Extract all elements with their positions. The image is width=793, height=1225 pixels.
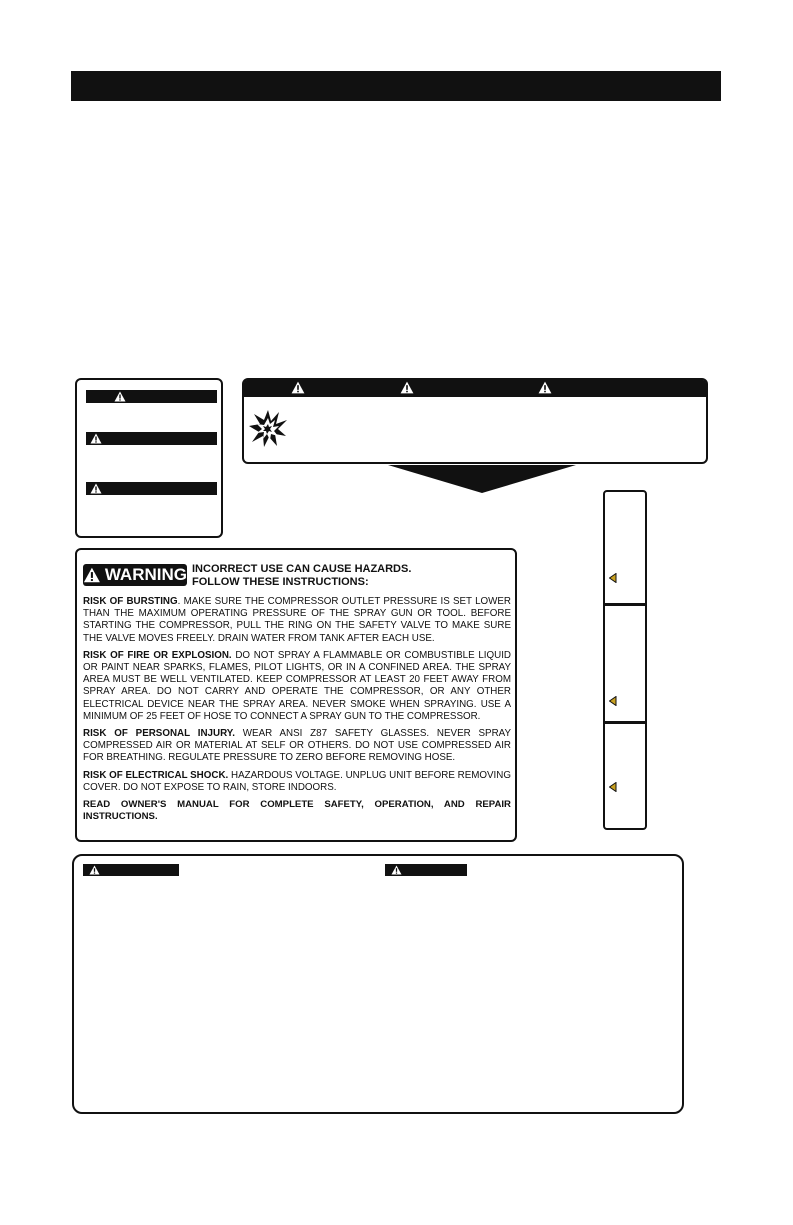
tag-divider [605, 603, 645, 606]
section-header-bar [71, 71, 721, 101]
caution-signal-bar [86, 482, 217, 495]
warning-section-shock [83, 770, 511, 794]
pointer-triangle-icon [609, 782, 617, 792]
warning-footer: READ OWNER'S MANUAL FOR COMPLETE SAFETY, OPERATION, AND REPAIR INSTRUCTIONS. [83, 799, 511, 823]
warning-section-injury [83, 728, 511, 765]
warning-signal-bar [86, 432, 217, 445]
warning-triangle-icon [89, 865, 100, 875]
pointer-triangle-icon [609, 696, 617, 706]
warning-section-heading: RISK OF FIRE OR EXPLOSION. [83, 649, 232, 661]
explosion-hazard-header [244, 380, 706, 397]
warning-triangle-icon [538, 381, 552, 394]
warning-triangle-icon [90, 433, 102, 444]
warning-badge [83, 564, 187, 586]
warning-section-heading: RISK OF PERSONAL INJURY. [83, 728, 235, 740]
warning-title-line-2: FOLLOW THESE INSTRUCTIONS: [192, 575, 369, 588]
warning-section-bursting [83, 596, 511, 645]
warning-body [83, 596, 511, 828]
pointer-triangle-icon [609, 573, 617, 583]
explosion-hazard-box [242, 378, 708, 464]
warning-triangle-icon [83, 567, 101, 583]
warning-section-heading: RISK OF ELECTRICAL SHOCK. [83, 769, 229, 781]
right-signal-bar [385, 864, 467, 876]
tag-divider [605, 721, 645, 724]
explosion-icon [248, 408, 288, 448]
warning-triangle-icon [114, 391, 126, 402]
warning-section-text: . MAKE SURE THE COMPRESSOR OUTLET PRESSURE IS SET LOWER THAN THE MAXIMUM OPERATING PRESSURE OF THE SPRAY GUN OR TOOL. BEFORE STARTING THE COMPRESSOR, PULL THE RING ON THE SAFETY VALVE TO MAKE SURE THE VALVE MOVES FREELY. DRAIN WATER FROM TANK AFTER EACH USE. [83, 596, 511, 644]
signal-word-labels [75, 378, 223, 538]
danger-signal-bar [86, 390, 217, 403]
warning-section-text: HAZARDOUS VOLTAGE. UNPLUG UNIT BEFORE REMOVING COVER. DO NOT EXPOSE TO RAIN, STORE INDOORS. [83, 769, 511, 793]
warning-triangle-icon [391, 865, 402, 875]
warning-triangle-icon [90, 483, 102, 494]
arrow-down-icon [388, 465, 576, 493]
warning-label-panel [75, 548, 517, 842]
warning-title-line-1: INCORRECT USE CAN CAUSE HAZARDS. [192, 563, 412, 575]
warning-section-fire [83, 650, 511, 723]
warning-section-text: DO NOT SPRAY A FLAMMABLE OR COMBUSTIBLE LIQUID OR PAINT NEAR SPARKS, FLAMES, PILOT LIGHTS, OR IN A CONFINED AREA. THE SPRAY AREA MUST BE WELL VENTILATED. KEEP COMPRESSOR AT LEAST 20 FEET AWAY FROM SPRAY AREA. DO NOT CARRY AND OPERATE THE COMPRESSOR, OR ANY OTHER ELECTRICAL DEVICE NEAR THE SPRAY AREA. NEVER SMOKE WHEN SPRAYING. USE A MINIMUM OF 25 FEET OF HOSE TO CONNECT A SPRAY GUN TO THE COMPRESSOR. [83, 649, 511, 722]
warning-section-heading: RISK OF BURSTING [83, 596, 178, 607]
hang-tag [603, 490, 647, 830]
left-signal-bar [83, 864, 179, 876]
warning-title [192, 563, 411, 588]
warning-triangle-icon [291, 381, 305, 394]
warning-badge-text: WARNING [104, 565, 187, 584]
warning-section-text: WEAR ANSI Z87 SAFETY GLASSES. NEVER SPRAY COMPRESSED AIR OR MATERIAL AT SELF OR OTHERS. DO NOT USE COMPRESSED AIR FOR BREATHING. REGULATE PRESSURE TO ZERO BEFORE REMOVING HOSE. [83, 728, 511, 764]
warning-triangle-icon [400, 381, 414, 394]
bottom-safety-panel [72, 854, 684, 1114]
